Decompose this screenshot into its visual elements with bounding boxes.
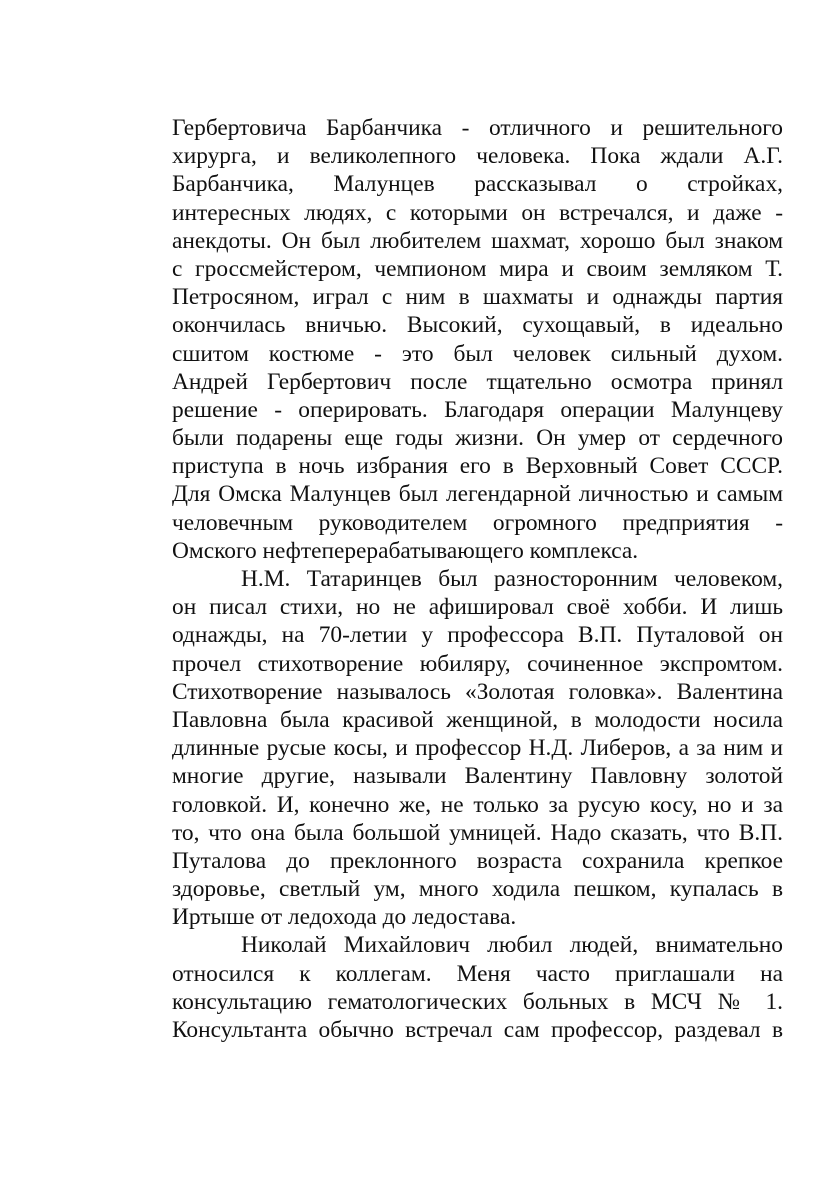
text-line: Гербертовича Барбанчика - отличного и решительного xyxy=(172,115,783,141)
text-line: Для Омска Малунцев был легендарной личностью и самым xyxy=(172,481,783,508)
document-page xyxy=(172,114,783,1044)
text-line: Н.М. Татаринцев был разносторонним человеком, xyxy=(241,566,783,592)
text-line: хирурга, и великолепного человека. Пока ждали А.Г. xyxy=(172,143,783,170)
text-line: однажды, на 70-летии у профессора В.П. Путаловой он xyxy=(172,622,783,649)
text-line: анекдоты. Он был любителем шахмат, хорошо был знаком xyxy=(172,227,783,254)
text-line: Павловна была красивой женщиной, в молодости носила xyxy=(172,706,783,733)
text-line: Путалова до преклонного возраста сохранила крепкое xyxy=(172,847,783,874)
text-line: с гроссмейстером, чемпионом мира и своим земляком Т. xyxy=(172,255,783,282)
text-line: он писал стихи, но не афишировал своё хобби. И лишь xyxy=(172,594,783,621)
text-line: консультацию гематологических больных в МСЧ № 1. xyxy=(172,988,783,1015)
text-line: Барбанчика, Малунцев рассказывал о стройках, xyxy=(172,171,783,198)
text-line: длинные русые косы, и профессор Н.Д. Либеров, а за ним и xyxy=(172,735,783,762)
paragraph-2 xyxy=(172,565,783,931)
text-line: Николай Михайлович любил людей, внимательно xyxy=(241,932,783,959)
paragraph-1 xyxy=(172,114,783,565)
text-line: относился к коллегам. Меня часто приглашали на xyxy=(172,960,783,987)
text-line: интересных людях, с которыми он встречался, и даже - xyxy=(172,199,783,226)
text-line: решение - оперировать. Благодаря операции Малунцеву xyxy=(172,396,783,423)
text-line: Петросяном, играл с ним в шахматы и однажды партия xyxy=(172,284,783,311)
text-line: Иртыше от ледохода до ледостава. xyxy=(172,904,517,931)
text-line: приступа в ночь избрания его в Верховный Совет СССР. xyxy=(172,453,783,480)
text-line: Консультанта обычно встречал сам профессор, раздевал в xyxy=(172,1017,783,1043)
text-line: головкой. И, конечно же, не только за русую косу, но и за xyxy=(172,791,783,818)
paragraph-3 xyxy=(172,931,783,1044)
text-line: Стихотворение называлось «Золотая головка». Валентина xyxy=(172,678,783,705)
text-line: человечным руководителем огромного предприятия - xyxy=(172,509,783,536)
text-line: прочел стихотворение юбиляру, сочиненное экспромтом. xyxy=(172,650,783,677)
text-line: здоровье, светлый ум, много ходила пешком, купалась в xyxy=(172,876,783,903)
text-line: то, что она была большой умницей. Надо сказать, что В.П. xyxy=(172,819,783,846)
text-line: Андрей Гербертович после тщательно осмотра принял xyxy=(172,368,783,395)
text-line: многие другие, называли Валентину Павловну золотой xyxy=(172,763,783,790)
text-line: были подарены еще годы жизни. Он умер от сердечного xyxy=(172,425,783,452)
text-line: окончилась вничью. Высокий, сухощавый, в идеально xyxy=(172,312,783,339)
text-line: сшитом костюме - это был человек сильный духом. xyxy=(172,340,783,367)
text-line: Омского нефтеперерабатывающего комплекса. xyxy=(172,537,639,564)
